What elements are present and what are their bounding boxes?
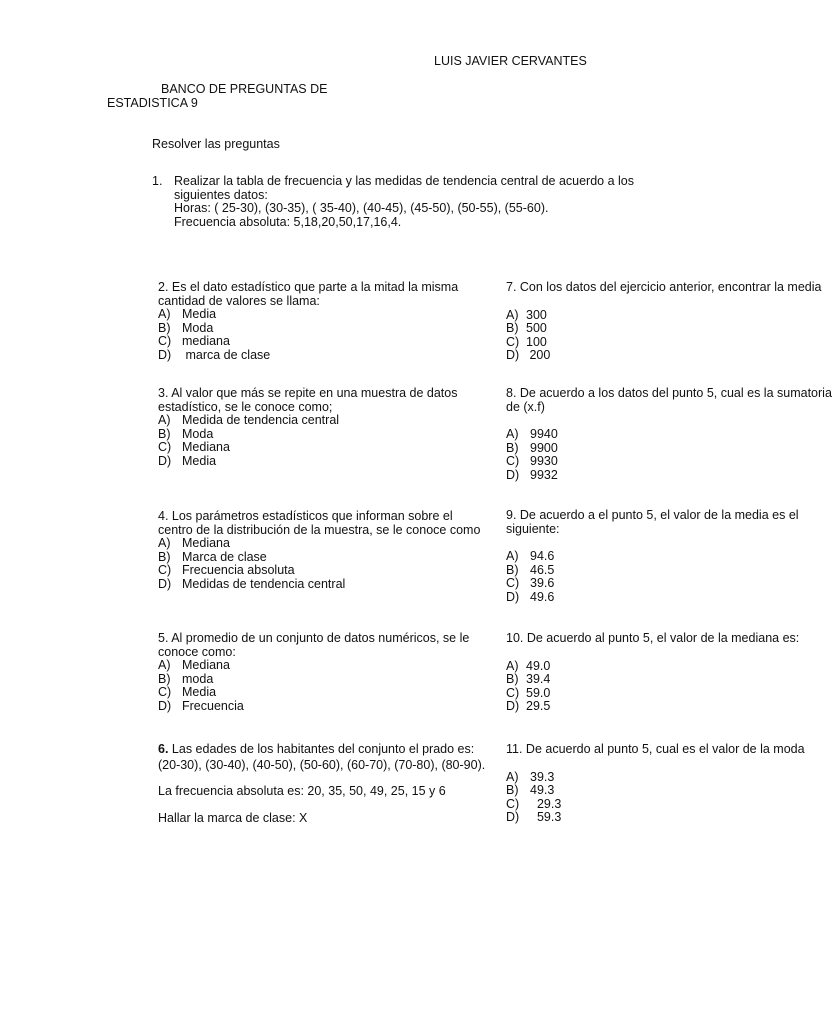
option-d: D) Media bbox=[158, 453, 217, 468]
option-b: B) Moda bbox=[158, 320, 214, 335]
question-text: de (x.f) bbox=[506, 399, 545, 414]
option-b: B) 500 bbox=[506, 321, 547, 335]
question-text: Hallar la marca de clase: X bbox=[158, 810, 308, 825]
question-text: 9. De acuerdo a el punto 5, el valor de la media es el bbox=[506, 508, 799, 522]
question-number: 6. bbox=[158, 742, 169, 756]
question-text: cantidad de valores se llama: bbox=[158, 293, 320, 308]
document-title-line1: BANCO DE PREGUNTAS DE bbox=[161, 82, 328, 96]
question-text: conoce como: bbox=[158, 644, 236, 659]
option-b: B) Marca de clase bbox=[158, 549, 267, 564]
question-4 bbox=[158, 510, 480, 591]
author-name: LUIS JAVIER CERVANTES bbox=[434, 54, 587, 68]
option-c: C) Mediana bbox=[158, 440, 230, 454]
question-text: La frecuencia absoluta es: 20, 35, 50, 49, 25, 15 y 6 bbox=[158, 784, 446, 798]
option-c: C) 9930 bbox=[506, 454, 558, 468]
option-d: D) marca de clase bbox=[158, 347, 271, 362]
question-text: siguiente: bbox=[506, 521, 560, 536]
option-c: C) 100 bbox=[506, 334, 547, 349]
question-text: (20-30), (30-40), (40-50), (50-60), (60-70), (70-80), (80-90). bbox=[158, 757, 486, 772]
question-7 bbox=[506, 281, 821, 363]
option-d: D) 9932 bbox=[506, 467, 558, 482]
option-c: C) 59.0 bbox=[506, 685, 551, 700]
question-11 bbox=[506, 743, 805, 825]
option-a: A) Media bbox=[158, 307, 217, 321]
option-b: B) 39.4 bbox=[506, 672, 551, 686]
option-d: D) 49.6 bbox=[506, 589, 555, 604]
question-text: 10. De acuerdo al punto 5, el valor de la mediana es: bbox=[506, 631, 800, 645]
question-6 bbox=[158, 743, 485, 825]
question-text: Frecuencia absoluta: 5,18,20,50,17,16,4. bbox=[174, 214, 402, 229]
option-b: B) 46.5 bbox=[506, 562, 555, 577]
option-d: D) Medidas de tendencia central bbox=[158, 576, 346, 591]
document-title-line2: ESTADISTICA 9 bbox=[107, 96, 198, 110]
question-text: estadístico, se le conoce como; bbox=[158, 399, 333, 414]
option-b: B) 9900 bbox=[506, 440, 558, 455]
question-8 bbox=[506, 387, 832, 482]
question-text: 11. De acuerdo al punto 5, cual es el valor de la moda bbox=[506, 742, 805, 756]
question-10 bbox=[506, 632, 799, 714]
question-text: Horas: ( 25-30), (30-35), ( 35-40), (40-45), (45-50), (50-55), (55-60). bbox=[174, 201, 549, 215]
instruction-text: Resolver las preguntas bbox=[152, 137, 280, 151]
option-d: D) 59.3 bbox=[506, 810, 562, 824]
option-a: A) 300 bbox=[506, 307, 547, 322]
option-a: A) Mediana bbox=[158, 536, 230, 550]
option-c: C) Frecuencia absoluta bbox=[158, 563, 295, 577]
question-1 bbox=[152, 175, 634, 229]
question-text: 7. Con los datos del ejercicio anterior, encontrar la media bbox=[506, 280, 822, 294]
option-b: B) 49.3 bbox=[506, 783, 555, 797]
question-text: Las edades de los habitantes del conjunto el prado es: bbox=[168, 742, 475, 756]
question-2 bbox=[158, 281, 458, 362]
question-text: 3. Al valor que más se repite en una muestra de datos bbox=[158, 386, 458, 400]
option-a: A) 39.3 bbox=[506, 769, 555, 784]
option-b: B) moda bbox=[158, 671, 214, 686]
question-text: centro de la distribución de la muestra, se le conoce como bbox=[158, 522, 481, 537]
question-text: 8. De acuerdo a los datos del punto 5, cual es la sumatoria bbox=[506, 386, 832, 400]
question-5 bbox=[158, 632, 469, 713]
option-c: C) 29.3 bbox=[506, 796, 562, 811]
question-text: 4. Los parámetros estadísticos que informan sobre el bbox=[158, 509, 453, 523]
option-a: A) Mediana bbox=[158, 658, 230, 672]
option-b: B) Moda bbox=[158, 426, 214, 441]
option-a: A) Medida de tendencia central bbox=[158, 413, 340, 427]
question-text: 2. Es el dato estadístico que parte a la mitad la misma bbox=[158, 280, 459, 294]
option-c: C) Media bbox=[158, 685, 217, 699]
question-number: 1. bbox=[152, 174, 163, 188]
option-d: D) 200 bbox=[506, 348, 551, 362]
question-text: 5. Al promedio de un conjunto de datos numéricos, se le bbox=[158, 631, 470, 645]
option-c: C) 39.6 bbox=[506, 576, 555, 590]
option-a: A) 49.0 bbox=[506, 658, 551, 673]
option-d: D) 29.5 bbox=[506, 699, 551, 713]
question-text: siguientes datos: bbox=[174, 187, 268, 202]
question-3 bbox=[158, 387, 457, 468]
option-d: D) Frecuencia bbox=[158, 698, 244, 713]
question-9 bbox=[506, 509, 799, 604]
option-a: A) 94.6 bbox=[506, 549, 555, 563]
question-text: Realizar la tabla de frecuencia y las medidas de tendencia central de acuerdo a los bbox=[174, 174, 634, 188]
option-a: A) 9940 bbox=[506, 427, 558, 441]
option-c: C) mediana bbox=[158, 334, 230, 348]
